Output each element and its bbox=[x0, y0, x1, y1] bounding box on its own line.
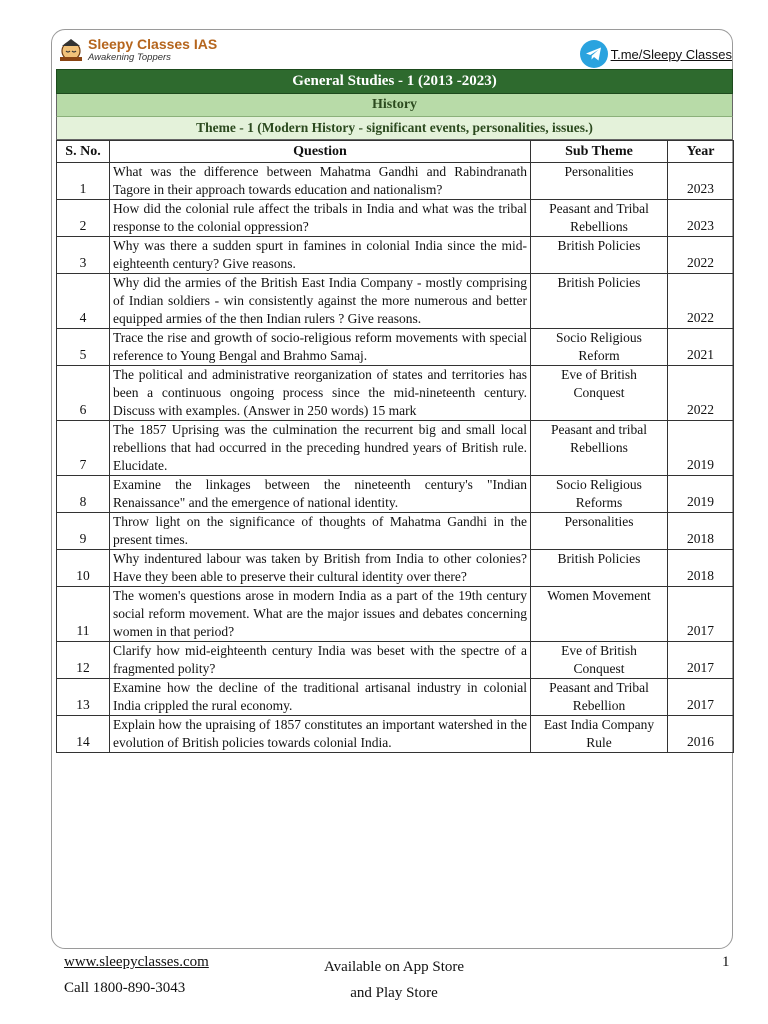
paper-title-banner: General Studies - 1 (2013 -2023) bbox=[56, 69, 733, 94]
cell-year: 2023 bbox=[668, 200, 734, 237]
table-row bbox=[57, 513, 734, 550]
cell-question: The 1857 Uprising was the culmination the recurrent big and small local rebellions that had occurred in the preceding hundred years of British rule. Elucidate. bbox=[110, 421, 531, 476]
col-header-question: Question bbox=[110, 141, 531, 163]
cell-year: 2019 bbox=[668, 421, 734, 476]
cell-sno: 6 bbox=[57, 366, 110, 421]
table-row bbox=[57, 366, 734, 421]
cell-year: 2018 bbox=[668, 513, 734, 550]
cell-question: Why was there a sudden spurt in famines in colonial India since the mid-eighteenth century? Give reasons. bbox=[110, 237, 531, 274]
cell-question: Examine the linkages between the nineteenth century's "Indian Renaissance" and the emergence of national identity. bbox=[110, 476, 531, 513]
table-row bbox=[57, 587, 734, 642]
cell-sno: 9 bbox=[57, 513, 110, 550]
cell-question: The women's questions arose in modern India as a part of the 19th century social reform movement. What are the major issues and debates concerning women in that period? bbox=[110, 587, 531, 642]
telegram-link[interactable] bbox=[580, 40, 732, 68]
telegram-icon bbox=[580, 40, 608, 68]
logo-title: Sleepy Classes IAS bbox=[88, 36, 218, 53]
cell-subtheme: Peasant and Tribal Rebellion bbox=[531, 679, 668, 716]
cell-question: Trace the rise and growth of socio-religious reform movements with special reference to Young Bengal and Brahmo Samaj. bbox=[110, 329, 531, 366]
subject-banner: History bbox=[56, 94, 733, 116]
table-row bbox=[57, 237, 734, 274]
col-header-year: Year bbox=[668, 141, 734, 163]
cell-question: Explain how the upraising of 1857 constitutes an important watershed in the evolution of British policies towards colonial India. bbox=[110, 716, 531, 753]
cell-question: What was the difference between Mahatma Gandhi and Rabindranath Tagore in their approach towards education and nationalism? bbox=[110, 163, 531, 200]
cell-subtheme: Eve of British Conquest bbox=[531, 642, 668, 679]
table-row bbox=[57, 163, 734, 200]
cell-year: 2021 bbox=[668, 329, 734, 366]
cell-year: 2022 bbox=[668, 237, 734, 274]
cell-subtheme: Socio Religious Reforms bbox=[531, 476, 668, 513]
cell-sno: 2 bbox=[57, 200, 110, 237]
cell-year: 2019 bbox=[668, 476, 734, 513]
telegram-link-text[interactable]: T.me/Sleepy Classes bbox=[610, 46, 732, 62]
cell-question: Why indentured labour was taken by British from India to other colonies? Have they been able to preserve their cultural identity over there? bbox=[110, 550, 531, 587]
table-row bbox=[57, 274, 734, 329]
questions-table bbox=[56, 140, 734, 753]
cell-year: 2016 bbox=[668, 716, 734, 753]
table-header-row bbox=[57, 141, 734, 163]
cell-year: 2017 bbox=[668, 679, 734, 716]
table-row bbox=[57, 716, 734, 753]
cell-subtheme: East India Company Rule bbox=[531, 716, 668, 753]
cell-question: Why did the armies of the British East India Company - mostly comprising of Indian soldiers - win consistently against the more numerous and better equipped armies of the then Indian rulers ? Give reasons. bbox=[110, 274, 531, 329]
cell-sno: 7 bbox=[57, 421, 110, 476]
table-row bbox=[57, 679, 734, 716]
cell-subtheme: Personalities bbox=[531, 163, 668, 200]
cell-sno: 10 bbox=[57, 550, 110, 587]
cell-year: 2017 bbox=[668, 587, 734, 642]
cell-sno: 13 bbox=[57, 679, 110, 716]
cell-sno: 4 bbox=[57, 274, 110, 329]
cell-subtheme: British Policies bbox=[531, 550, 668, 587]
cell-question: The political and administrative reorganization of states and territories has been a continuous ongoing process since the mid-nineteenth century. Discuss with examples. (Answer in 250 words) 15 mark bbox=[110, 366, 531, 421]
cell-question: Clarify how mid-eighteenth century India was beset with the spectre of a fragmented polity? bbox=[110, 642, 531, 679]
cell-sno: 3 bbox=[57, 237, 110, 274]
logo-subtitle: Awakening Toppers bbox=[88, 52, 171, 64]
website-link[interactable]: www.sleepyclasses.com bbox=[64, 954, 209, 970]
table-row bbox=[57, 550, 734, 587]
cell-sno: 11 bbox=[57, 587, 110, 642]
cell-sno: 8 bbox=[57, 476, 110, 513]
cell-year: 2022 bbox=[668, 366, 734, 421]
cell-year: 2022 bbox=[668, 274, 734, 329]
cell-subtheme: British Policies bbox=[531, 274, 668, 329]
col-header-sno: S. No. bbox=[57, 141, 110, 163]
cell-subtheme: Socio Religious Reform bbox=[531, 329, 668, 366]
page-number: 1 bbox=[722, 954, 730, 970]
app-store-note bbox=[308, 954, 480, 1006]
table-row bbox=[57, 642, 734, 679]
cell-question: Throw light on the significance of thoughts of Mahatma Gandhi in the present times. bbox=[110, 513, 531, 550]
cell-year: 2017 bbox=[668, 642, 734, 679]
cell-sno: 12 bbox=[57, 642, 110, 679]
table-row bbox=[57, 200, 734, 237]
cell-sno: 1 bbox=[57, 163, 110, 200]
cell-year: 2018 bbox=[668, 550, 734, 587]
cell-subtheme: Personalities bbox=[531, 513, 668, 550]
sleepy-mascot-icon bbox=[58, 37, 84, 63]
app-store-line2: and Play Store bbox=[350, 985, 438, 1001]
cell-subtheme: Peasant and tribal Rebellions bbox=[531, 421, 668, 476]
cell-sno: 5 bbox=[57, 329, 110, 366]
cell-sno: 14 bbox=[57, 716, 110, 753]
table-row bbox=[57, 329, 734, 366]
cell-question: Examine how the decline of the traditional artisanal industry in colonial India crippled the rural economy. bbox=[110, 679, 531, 716]
cell-subtheme: British Policies bbox=[531, 237, 668, 274]
cell-question: How did the colonial rule affect the tribals in India and what was the tribal response to the colonial oppression? bbox=[110, 200, 531, 237]
brand-logo[interactable] bbox=[58, 37, 217, 63]
table-row bbox=[57, 476, 734, 513]
table-body bbox=[57, 163, 734, 753]
content-area bbox=[56, 69, 733, 753]
cell-subtheme: Peasant and Tribal Rebellions bbox=[531, 200, 668, 237]
cell-year: 2023 bbox=[668, 163, 734, 200]
phone-number: Call 1800-890-3043 bbox=[64, 980, 186, 996]
cell-subtheme: Eve of British Conquest bbox=[531, 366, 668, 421]
table-row bbox=[57, 421, 734, 476]
col-header-subtheme: Sub Theme bbox=[531, 141, 668, 163]
theme-banner: Theme - 1 (Modern History - significant events, personalities, issues.) bbox=[56, 116, 733, 140]
app-store-line1: Available on App Store bbox=[323, 959, 465, 975]
cell-subtheme: Women Movement bbox=[531, 587, 668, 642]
